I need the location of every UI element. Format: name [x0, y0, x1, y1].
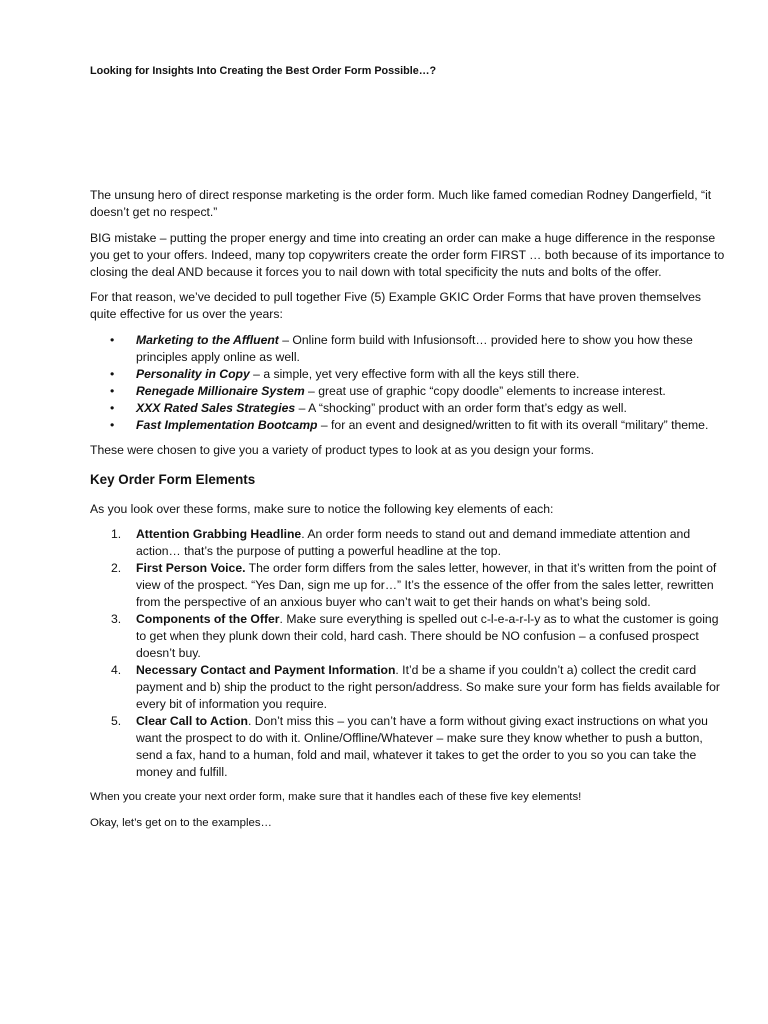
element-title: Clear Call to Action — [136, 714, 248, 728]
item-number: 5. — [111, 714, 122, 728]
list-item — [110, 400, 730, 417]
list-item — [110, 383, 730, 400]
example-description: – A “shocking” product with an order form that’s edgy as well. — [295, 400, 627, 415]
list-item — [111, 560, 730, 611]
bullet-icon: • — [110, 400, 115, 415]
example-description: – Online form build with Infusionsoft… provided here to show you how these principles apply online as well. — [136, 332, 693, 364]
item-number: 4. — [111, 663, 122, 677]
example-forms-list — [90, 332, 730, 434]
bullet-icon: • — [110, 417, 115, 432]
example-description: – great use of graphic “copy doodle” elements to increase interest. — [304, 383, 666, 398]
element-text: . An order form needs to stand out and demand immediate attention and action… that’s the purpose of putting a powerful headline at the top. — [136, 527, 691, 558]
element-title: Attention Grabbing Headline — [136, 527, 302, 541]
list-item — [110, 366, 730, 383]
element-text: . Make sure everything is spelled out c-l-e-a-r-l-y as to what the customer is going to get when they plunk down their cold, hard cash. There should be NO confusion – a confused prospect doesn’t buy. — [136, 612, 719, 660]
intro-paragraph-3: For that reason, we’ve decided to pull together Five (5) Example GKIC Order Forms that have proven themselves quite effective for us over the years: — [90, 290, 702, 321]
intro-paragraph-1: The unsung hero of direct response marketing is the order form. Much like famed comedian Rodney Dangerfield, “it doesn’t get no respect.” — [90, 188, 712, 219]
document-title: Looking for Insights Into Creating the Best Order Form Possible…? — [90, 65, 437, 77]
example-title: Renegade Millionaire System — [136, 383, 305, 398]
closing-paragraph-2: Okay, let’s get on to the examples… — [90, 816, 272, 829]
section-intro: As you look over these forms, make sure to notice the following key elements of each: — [90, 501, 554, 516]
list-item — [110, 332, 730, 366]
item-number: 3. — [111, 612, 122, 626]
example-title: XXX Rated Sales Strategies — [136, 400, 296, 415]
blank-space — [90, 78, 730, 187]
example-title: Marketing to the Affluent — [136, 332, 279, 347]
element-title: Necessary Contact and Payment Information — [136, 663, 396, 677]
bullet-icon: • — [110, 332, 115, 347]
example-description: – for an event and designed/written to fit with its overall “military” theme. — [317, 417, 709, 432]
element-text: The order form differs from the sales letter, however, in that it’s written from the point of view of the prospect. “Yes Dan, sign me up for…” It’s the essence of the offer from the sales letter, rewritten from the perspective of an anxious buyer who can’t wait to get their hands on what’s being sold. — [136, 561, 717, 609]
element-title: First Person Voice. — [136, 561, 246, 575]
bullet-icon: • — [110, 366, 115, 381]
element-title: Components of the Offer — [136, 612, 280, 626]
key-elements-list — [90, 526, 730, 781]
list-item — [111, 713, 730, 781]
list-item — [111, 662, 730, 713]
element-text: . It’d be a shame if you couldn’t a) collect the credit card payment and b) ship the product to the right person/address. So make sure your form has fields available for every bit of information you require. — [136, 663, 720, 711]
intro-paragraph-2: BIG mistake – putting the proper energy and time into creating an order can make a huge difference in the response you get to your offers. Indeed, many top copywriters create the order form FIRST … both because of its importance to closing the deal AND because it forces you to nail down with total specificity the nuts and bolts of the offer. — [90, 230, 725, 279]
item-number: 2. — [111, 561, 122, 575]
document-body — [90, 64, 730, 840]
section-heading: Key Order Form Elements — [90, 471, 256, 487]
example-title: Personality in Copy — [136, 366, 250, 381]
examples-note: These were chosen to give you a variety of product types to look at as you design your forms. — [90, 442, 595, 457]
element-text: . Don’t miss this – you can’t have a form without giving exact instructions on what you want the prospect to do with it. Online/Offline/Whatever – make sure they know whether to push a button, send a fax, hand to a human, fold and mail, whatever it takes to get the order to you so you can take the money and fulfill. — [136, 714, 708, 779]
example-description: – a simple, yet very effective form with all the keys still there. — [249, 366, 580, 381]
list-item — [111, 526, 730, 560]
closing-paragraph-1: When you create your next order form, make sure that it handles each of these five key elements! — [90, 791, 582, 803]
list-item — [110, 417, 730, 434]
bullet-icon: • — [110, 383, 115, 398]
list-item — [111, 611, 730, 662]
item-number: 1. — [111, 527, 122, 541]
example-title: Fast Implementation Bootcamp — [136, 417, 318, 432]
